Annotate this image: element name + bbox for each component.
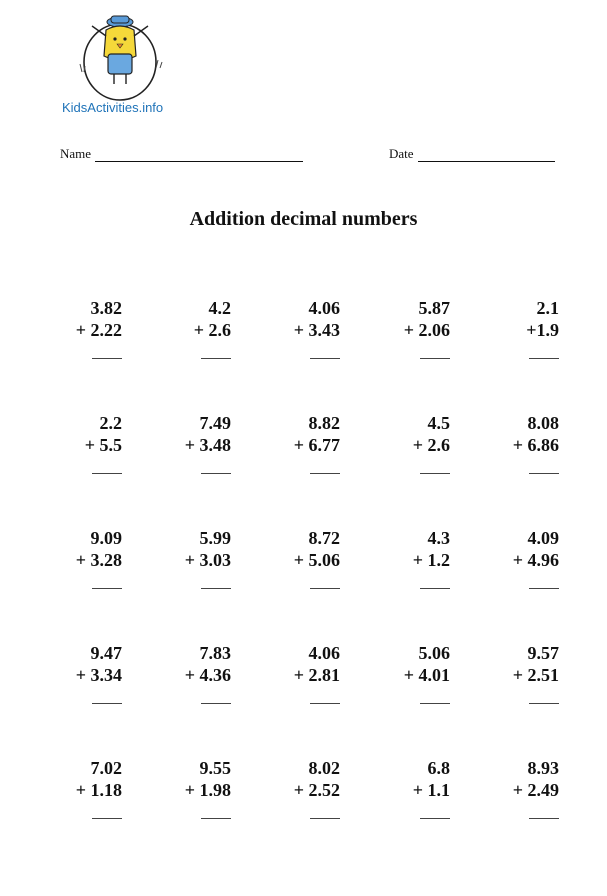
- date-field: [389, 146, 555, 162]
- addition-problem: [121, 297, 231, 341]
- addend-bottom: + 1.98: [184, 780, 231, 800]
- addend-top: 4.06: [308, 298, 340, 318]
- answer-line[interactable]: [92, 703, 122, 704]
- addend-top: 8.93: [527, 758, 559, 778]
- addend-top: 8.82: [308, 413, 340, 433]
- answer-line[interactable]: [310, 473, 340, 474]
- addition-problem: [449, 757, 559, 801]
- answer-line[interactable]: [529, 473, 559, 474]
- addend-top: 4.3: [427, 528, 450, 548]
- answer-line[interactable]: [92, 358, 122, 359]
- addition-problem: [230, 412, 340, 456]
- addition-problem: [340, 297, 450, 341]
- addition-problem: [230, 757, 340, 801]
- worksheet-title: Addition decimal numbers: [189, 208, 418, 230]
- addition-problem: [121, 757, 231, 801]
- addend-bottom: + 1.1: [412, 780, 450, 800]
- addend-top: 8.08: [527, 413, 559, 433]
- addition-problem: [340, 412, 450, 456]
- addition-problem: [449, 527, 559, 571]
- answer-line[interactable]: [201, 588, 231, 589]
- addend-top: 6.8: [427, 758, 450, 778]
- addend-top: 4.06: [308, 643, 340, 663]
- addend-bottom: + 3.48: [184, 435, 231, 455]
- addend-top: 8.72: [308, 528, 340, 548]
- answer-line[interactable]: [420, 358, 450, 359]
- addend-bottom: + 3.03: [184, 550, 231, 570]
- addend-top: 7.02: [90, 758, 122, 778]
- name-field: [60, 146, 303, 162]
- addition-problem: [121, 412, 231, 456]
- addend-top: 7.49: [199, 413, 231, 433]
- answer-line[interactable]: [201, 818, 231, 819]
- answer-line[interactable]: [420, 818, 450, 819]
- answer-line[interactable]: [310, 358, 340, 359]
- addend-bottom: + 2.06: [403, 320, 450, 340]
- name-label: Name: [60, 146, 92, 161]
- addition-problem: [12, 527, 122, 571]
- addend-top: 5.06: [418, 643, 450, 663]
- answer-line[interactable]: [529, 588, 559, 589]
- addition-problem: [230, 642, 340, 686]
- date-blank-line[interactable]: [418, 147, 555, 162]
- addend-bottom: + 2.51: [512, 665, 559, 685]
- addend-bottom: + 3.28: [75, 550, 122, 570]
- addition-problem: [121, 642, 231, 686]
- answer-line[interactable]: [420, 588, 450, 589]
- addend-bottom: + 3.34: [75, 665, 122, 685]
- addend-bottom: + 2.52: [293, 780, 340, 800]
- answer-line[interactable]: [310, 588, 340, 589]
- answer-line[interactable]: [201, 703, 231, 704]
- date-label: Date: [389, 146, 414, 161]
- addition-problem: [12, 642, 122, 686]
- addition-problem: [449, 297, 559, 341]
- answer-line[interactable]: [529, 703, 559, 704]
- addend-top: 3.82: [90, 298, 122, 318]
- addition-problem: [230, 297, 340, 341]
- answer-line[interactable]: [201, 358, 231, 359]
- addend-top: 4.5: [427, 413, 450, 433]
- addend-bottom: + 4.96: [512, 550, 559, 570]
- addend-bottom: +1.9: [526, 320, 559, 340]
- logo-text: KidsActivities.info: [62, 100, 164, 115]
- answer-line[interactable]: [92, 588, 122, 589]
- addend-top: 2.2: [99, 413, 122, 433]
- chick-mascot-icon: [70, 12, 170, 104]
- addition-problem: [230, 527, 340, 571]
- addend-top: 9.55: [199, 758, 231, 778]
- addition-problem: [121, 527, 231, 571]
- addition-problem: [12, 412, 122, 456]
- addend-bottom: + 4.36: [184, 665, 231, 685]
- addend-top: 8.02: [308, 758, 340, 778]
- addend-bottom: + 1.18: [75, 780, 122, 800]
- addition-problem: [12, 757, 122, 801]
- answer-line[interactable]: [201, 473, 231, 474]
- answer-line[interactable]: [420, 703, 450, 704]
- addend-bottom: + 2.6: [193, 320, 231, 340]
- addend-top: 5.87: [418, 298, 450, 318]
- addition-problem: [449, 642, 559, 686]
- addend-bottom: + 6.86: [512, 435, 559, 455]
- addition-problem: [12, 297, 122, 341]
- answer-line[interactable]: [92, 473, 122, 474]
- name-blank-line[interactable]: [95, 147, 303, 162]
- addition-problem: [340, 527, 450, 571]
- addend-top: 7.83: [199, 643, 231, 663]
- addend-top: 9.57: [527, 643, 559, 663]
- answer-line[interactable]: [310, 703, 340, 704]
- addend-bottom: + 5.06: [293, 550, 340, 570]
- answer-line[interactable]: [529, 818, 559, 819]
- addition-problem: [449, 412, 559, 456]
- addend-bottom: + 4.01: [403, 665, 450, 685]
- addend-bottom: + 2.49: [512, 780, 559, 800]
- addend-top: 5.99: [199, 528, 231, 548]
- addition-problem: [340, 642, 450, 686]
- addend-bottom: + 1.2: [412, 550, 450, 570]
- addition-problem: [340, 757, 450, 801]
- addend-top: 4.2: [208, 298, 231, 318]
- answer-line[interactable]: [420, 473, 450, 474]
- addend-top: 9.47: [90, 643, 122, 663]
- answer-line[interactable]: [310, 818, 340, 819]
- answer-line[interactable]: [529, 358, 559, 359]
- addend-top: 4.09: [527, 528, 559, 548]
- addend-bottom: + 2.22: [75, 320, 122, 340]
- addend-bottom: + 6.77: [293, 435, 340, 455]
- addend-top: 2.1: [536, 298, 559, 318]
- addend-bottom: + 3.43: [293, 320, 340, 340]
- addend-bottom: + 2.6: [412, 435, 450, 455]
- addend-bottom: + 5.5: [84, 435, 122, 455]
- addend-top: 9.09: [90, 528, 122, 548]
- addend-bottom: + 2.81: [293, 665, 340, 685]
- answer-line[interactable]: [92, 818, 122, 819]
